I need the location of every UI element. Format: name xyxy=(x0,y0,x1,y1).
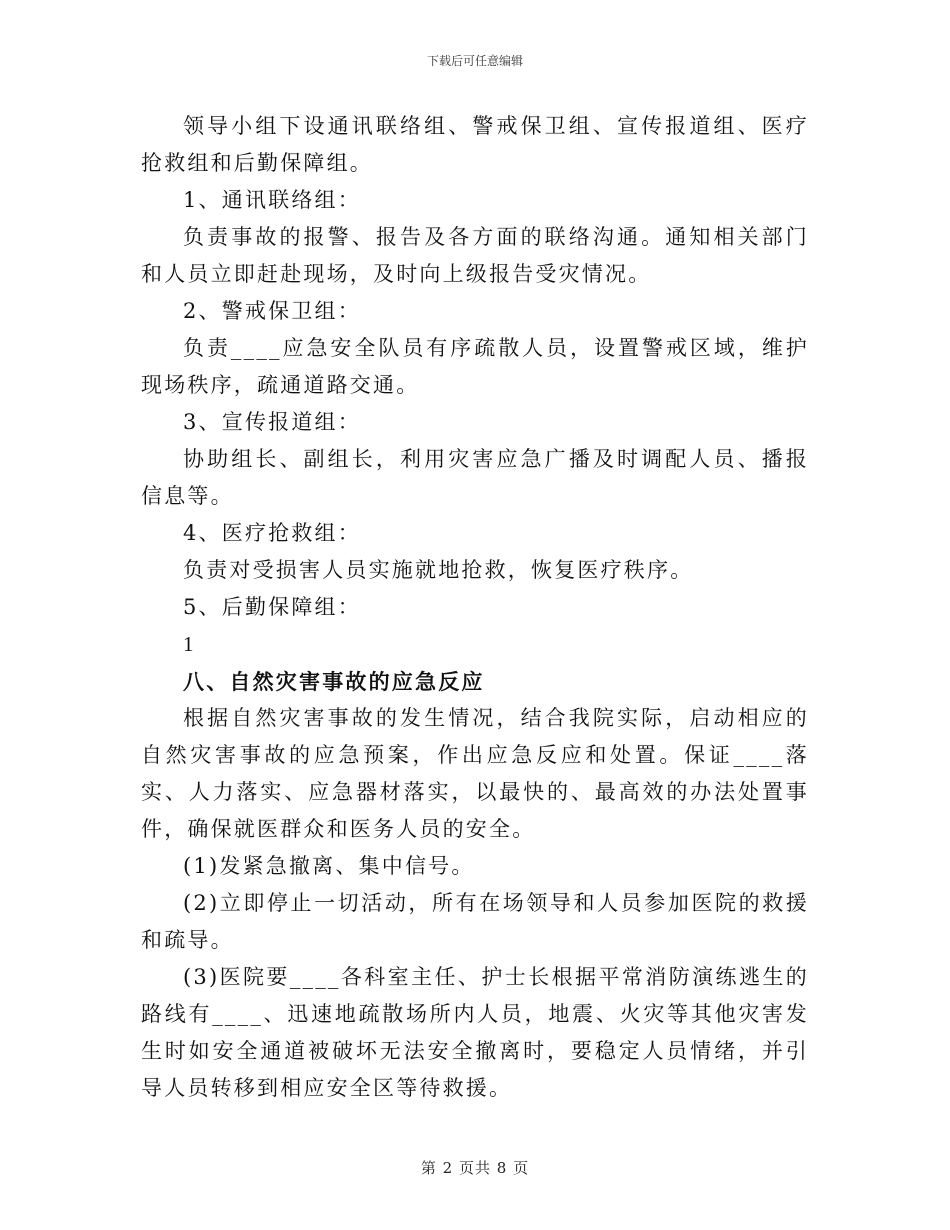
section-heading-logistics: 5、后勤保障组： xyxy=(183,595,361,619)
chapter-heading: 八、自然灾害事故的应急反应 xyxy=(183,669,485,694)
paragraph-intro: 领导小组下设通讯联络组、警戒保卫组、宣传报道组、医疗抢救组和后勤保障组。 xyxy=(141,114,809,175)
section-heading-medical: 4、医疗抢救组： xyxy=(183,521,361,545)
paragraph-publicity: 协助组长、副组长，利用灾害应急广播及时调配人员、播报信息等。 xyxy=(141,447,809,508)
paragraph-communication: 负责事故的报警、报告及各方面的联络沟通。通知相关部门和人员立即赶赴现场，及时向上级报告受灾情况。 xyxy=(141,225,809,286)
paragraph-response: 根据自然灾害事故的发生情况，结合我院实际，启动相应的自然灾害事故的应急预案，作出应急反应和处置。保证____落实、人力落实、应急器材落实，以最快的、最高效的办法处置事件，确保就医群众和医务人员的安全。 xyxy=(141,706,809,841)
paragraph-security: 负责____应急安全队员有序疏散人员，设置警戒区域，维护现场秩序，疏通道路交通。 xyxy=(141,336,809,397)
section-heading-publicity: 3、宣传报道组： xyxy=(183,410,361,434)
list-item-1: (1)发紧急撤离、集中信号。 xyxy=(183,854,475,878)
section-heading-security: 2、警戒保卫组： xyxy=(183,299,361,323)
list-item-3: (3)医院要____各科室主任、护士长根据平常消防演练逃生的路线有____、迅速地疏散场所内人员，地震、火灾等其他灾害发生时如安全通道被破坏无法安全撤离时，要稳定人员情绪，并引导人员转移到相应安全区等待救援。 xyxy=(141,965,809,1100)
list-item-2: (2)立即停止一切活动，所有在场领导和人员参加医院的救援和疏导。 xyxy=(141,891,809,952)
paragraph-medical: 负责对受损害人员实施就地抢救，恢复医疗秩序。 xyxy=(183,558,694,582)
paragraph-number: 1 xyxy=(183,632,196,656)
page-header: 下载后可任意编辑 xyxy=(426,54,523,68)
page-footer: 第 2 页共 8 页 xyxy=(420,1159,530,1177)
document-body xyxy=(141,108,809,1107)
section-heading-communication: 1、通讯联络组： xyxy=(183,188,361,212)
